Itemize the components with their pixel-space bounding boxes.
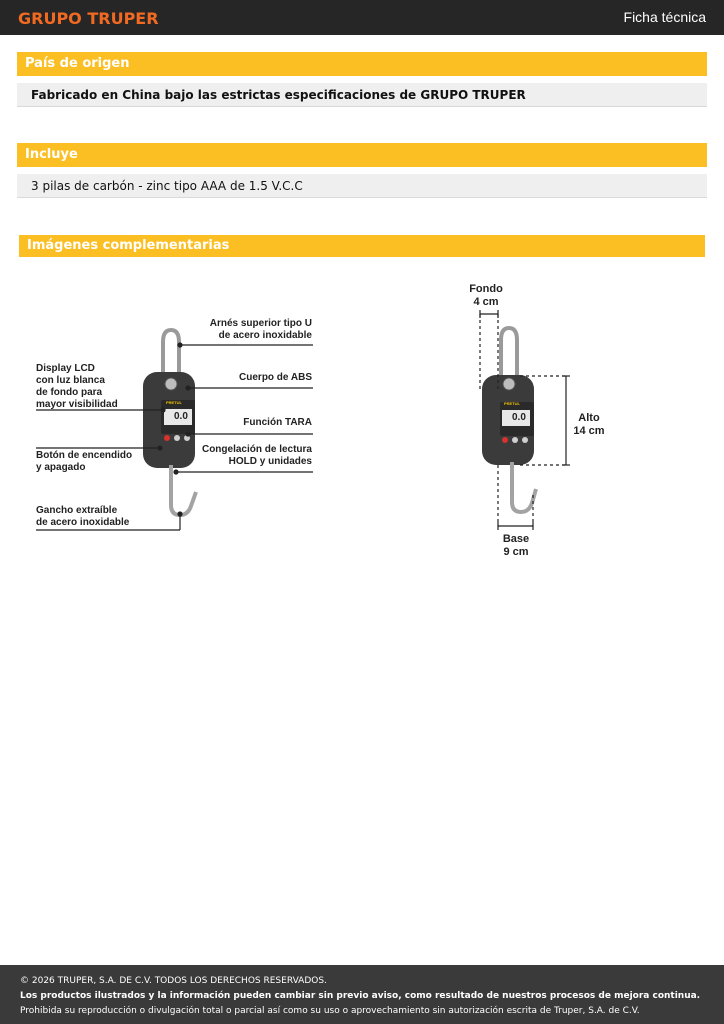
footer-notice: Los productos ilustrados y la información pueden cambiar sin previo aviso, como resultado de nuestros procesos de mejora continua.: [20, 991, 701, 1001]
section-header-incluye: [17, 143, 707, 167]
alto-dimension-label: Alto 14 cm: [573, 412, 605, 437]
section-title: País de origen: [25, 56, 130, 71]
section-row-pais-origen: [17, 83, 707, 107]
top-header: [0, 0, 724, 35]
section-header-imagenes: [19, 235, 705, 257]
label-display: Display LCD con luz blanca de fondo para mayor visibilidad: [36, 363, 118, 410]
section-content: Fabricado en China bajo las estrictas especificaciones de GRUPO TRUPER: [31, 88, 526, 102]
fondo-dimension-label: Fondo 4 cm: [469, 283, 503, 308]
label-arnes: Arnés superior tipo U de acero inoxidable: [209, 318, 312, 341]
page-title: Ficha técnica: [623, 9, 706, 25]
section-content: 3 pilas de carbón - zinc tipo AAA de 1.5 V.C.C: [31, 179, 303, 193]
display-brand-label: PRETUL: [166, 400, 182, 405]
label-hold: Congelación de lectura HOLD y unidades: [201, 444, 312, 467]
display-value: 0.0: [512, 412, 526, 423]
scale-dimensions-figure: [460, 280, 620, 565]
label-tara: Función TARA: [243, 417, 312, 428]
section-row-incluye: [17, 174, 707, 198]
section-title: Imágenes complementarias: [27, 238, 230, 253]
scale-features-figure: [30, 310, 320, 540]
section-title: Incluye: [25, 147, 78, 162]
base-dimension-label: Base 9 cm: [502, 533, 530, 558]
page-footer: [0, 965, 724, 1024]
label-boton: Botón de encendido y apagado: [36, 450, 133, 473]
display-value: 0.0: [174, 411, 188, 422]
footer-prohibition: Prohibida su reproducción o divulgación total o parcial así como su uso o aprovechamiento sin autorización escrita de Truper, S.A. de C.V.: [20, 1006, 640, 1016]
label-cuerpo: Cuerpo de ABS: [239, 372, 312, 383]
truper-logo: GRUPO TRUPER: [18, 9, 159, 28]
footer-copyright: © 2026 TRUPER, S.A. DE C.V. TODOS LOS DERECHOS RESERVADOS.: [20, 976, 327, 986]
display-brand-label: PRETUL: [504, 401, 520, 406]
label-gancho: Gancho extraíble de acero inoxidable: [36, 505, 130, 528]
section-header-pais-origen: [17, 52, 707, 76]
